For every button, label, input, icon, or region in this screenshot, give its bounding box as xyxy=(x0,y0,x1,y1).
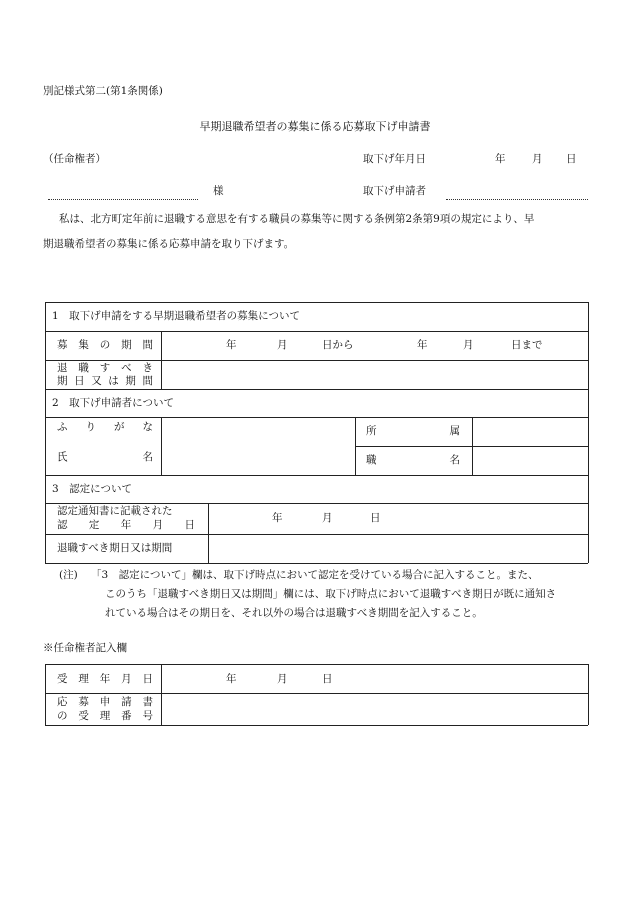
recruitment-period-label: 募 集 の 期 間 xyxy=(57,339,153,351)
body-line-1: 私は、北方町定年前に退職する意思を有する職員の募集等に関する条例第2条第9項の規定により、早 xyxy=(59,213,535,225)
cert-date-field[interactable] xyxy=(208,503,588,534)
retire-date-label-line1: 退 職 す べ き xyxy=(57,362,153,374)
cert-date-label-line2: 認 定 年 月 日 xyxy=(57,519,195,531)
receipt-date-month: 月 xyxy=(277,673,288,685)
position-label: 職 名 xyxy=(366,454,460,466)
note-marker: (注) xyxy=(59,569,78,581)
note-line-3: れている場合はその期日を、それ以外の場合は退職すべき期間を記入すること。 xyxy=(105,607,483,619)
honorific: 様 xyxy=(213,185,224,197)
document-title: 早期退職希望者の募集に係る応募取下げ申請書 xyxy=(199,120,431,133)
body-paragraph xyxy=(43,207,593,257)
affiliation-field[interactable] xyxy=(472,417,588,446)
section-3-heading: 3 認定について xyxy=(52,483,132,495)
note-text xyxy=(91,566,591,623)
position-field[interactable] xyxy=(472,446,588,475)
cert-date-day: 日 xyxy=(370,512,381,524)
section-1-heading: 1 取下げ申請をする早期退職希望者の募集について xyxy=(52,310,300,322)
cert-retire-label: 退職すべき期日又は期間 xyxy=(57,542,173,554)
affiliation-label: 所 属 xyxy=(366,425,460,437)
period-end-month: 月 xyxy=(463,339,474,351)
withdrawal-date-day: 日 xyxy=(566,153,577,165)
withdrawal-date-month: 月 xyxy=(532,153,543,165)
receipt-date-day: 日 xyxy=(322,673,333,685)
retire-date-label-line2: 期 日 又 は 期 間 xyxy=(57,375,153,387)
section-2-heading: 2 取下げ申請者について xyxy=(52,397,174,409)
receipt-date-year: 年 xyxy=(226,673,237,685)
receipt-number-field[interactable] xyxy=(161,693,588,725)
withdrawal-date-year: 年 xyxy=(495,153,506,165)
note-line-2: このうち「退職すべき期日又は期間」欄には、取下げ時点において退職すべき期日が既に通知さ xyxy=(105,588,557,600)
cert-retire-field[interactable] xyxy=(208,534,588,563)
note-line-1: 「3 認定について」欄は、取下げ時点において認定を受けている場合に記入すること。また、 xyxy=(91,569,539,581)
cert-date-year: 年 xyxy=(272,512,283,524)
period-start-month: 月 xyxy=(277,339,288,351)
furigana-label: ふ り が な xyxy=(57,421,153,433)
form-reference: 別記様式第二(第1条関係) xyxy=(43,85,163,97)
appointer-label: （任命権者） xyxy=(43,153,106,165)
receipt-date-label: 受 理 年 月 日 xyxy=(57,673,153,685)
recruitment-period-field[interactable] xyxy=(161,331,588,360)
period-end-year: 年 xyxy=(417,339,428,351)
name-label: 氏 名 xyxy=(57,451,153,463)
cert-date-month: 月 xyxy=(322,512,333,524)
body-line-2: 期退職希望者の募集に係る応募申請を取り下げます。 xyxy=(43,238,295,250)
retire-date-field[interactable] xyxy=(161,360,588,389)
receipt-number-label-line1: 応 募 申 請 書 xyxy=(57,696,153,708)
applicant-label: 取下げ申請者 xyxy=(363,185,426,197)
withdrawal-date-label: 取下げ年月日 xyxy=(363,153,426,165)
receipt-date-field[interactable] xyxy=(161,664,588,693)
period-start-day: 日から xyxy=(322,339,354,351)
applicant-name-line[interactable] xyxy=(446,199,588,200)
receipt-number-label-line2: の 受 理 番 号 xyxy=(57,710,153,722)
appointer-name-line[interactable] xyxy=(48,199,198,200)
cert-date-label-line1: 認定通知書に記載された xyxy=(57,505,173,517)
name-field[interactable] xyxy=(161,417,355,475)
period-end-day: 日まで xyxy=(511,339,543,351)
period-start-year: 年 xyxy=(226,339,237,351)
appointer-section-heading: ※任命権者記入欄 xyxy=(43,642,127,654)
